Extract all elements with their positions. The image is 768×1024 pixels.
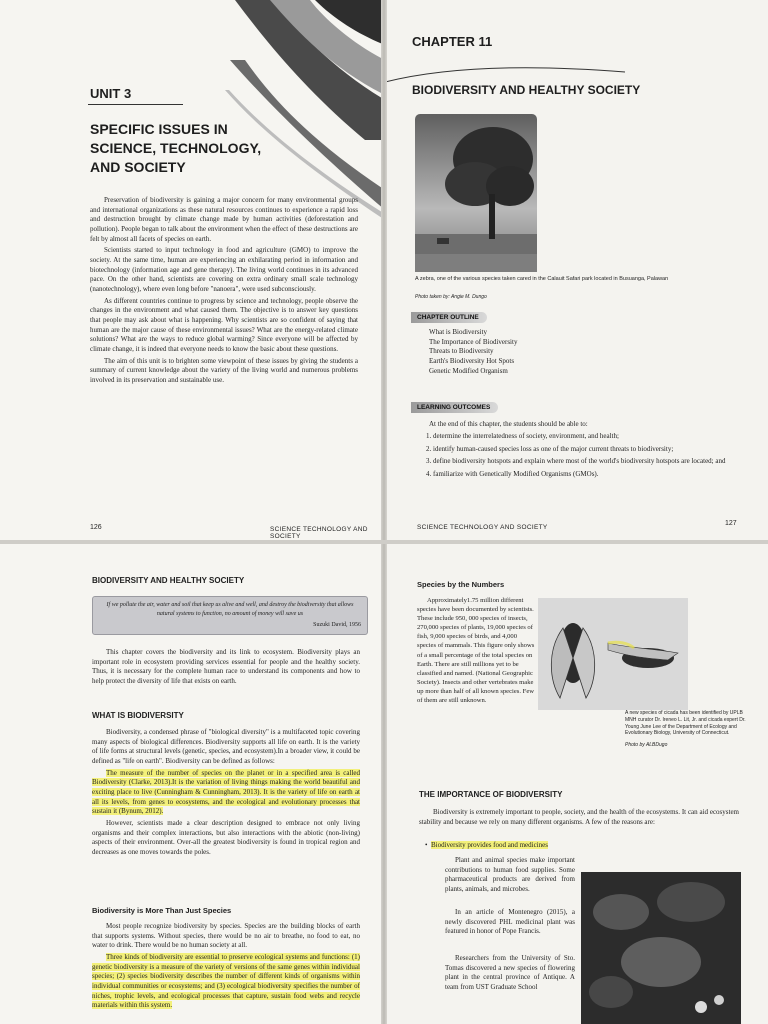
page-126 — [0, 0, 383, 540]
quote-text: If we pollute the air, water and soil that keep us alive and well, and destroy the biodiversity that allows natural systems to function, no amount of money will save us — [106, 602, 354, 617]
chapter-rule-curve — [385, 62, 768, 84]
list-item: 1. determine the interrelatedness of society, environment, and health; — [433, 432, 751, 442]
paragraph: As different countries continue to progress by science and technology, people observe the changes in the environment and what caused them. The objective is to answer key questions that people may ask about what is happening. Why scientists are so confident of saying that human are the major cause of these environmental issues? What are the energy-related climate solutions? What are the ways to reduce global warming? Since everyone will be affected by climate change, it is indeed that everyone needs to know the basic about these questions. — [90, 296, 358, 353]
bullet-text: Biodiversity provides food and medicines — [430, 841, 548, 849]
bullet-body: Researchers from the University of Sto. Tomas discovered a new species of flowering plant in the central province of Antique. A team from UST Graduate School — [445, 954, 575, 991]
paragraph: Most people recognize biodiversity by species. Species are the building blocks of earth that supports systems. Without species, there would be no air to breathe, no food to eat, no water to drink. There would be no human society at all. — [92, 922, 360, 950]
paragraph — [92, 769, 360, 817]
sidebar-text: Approximately1.75 million different species have been documented by scientists. These include 950, 000 species of insects, 270,000 species of plants, 19,000 species of fish, 9,000 species of birds, and 4,000 species of mammals. This figure only shows of a small percentage of the total species on Earth. There are still millions yet to be classified and named. (National Geographic Society). Insects and other vertebrates make up more than half of all known species. Few of them are still unknown. — [417, 597, 535, 705]
section-body — [92, 728, 360, 858]
subsection-body — [92, 922, 360, 1011]
list-item: What is Biodiversity — [429, 328, 487, 336]
sidebar-heading: Species by the Numbers — [417, 580, 505, 589]
cicada-credit: Photo by ALBDugo — [625, 742, 668, 748]
bullet-body — [445, 908, 575, 937]
page-right-bottom — [385, 544, 768, 1024]
learning-outcomes-label: LEARNING OUTCOMES — [411, 402, 498, 413]
unit-title: SPECIFIC ISSUES IN SCIENCE, TECHNOLOGY, AND SOCIETY — [90, 121, 262, 175]
photo-credit: Photo taken by: Angie M. Dungo — [415, 294, 487, 300]
list-item: The Importance of Biodiversity — [429, 337, 518, 346]
flowering-plant-photo — [581, 872, 741, 1024]
cicada-caption: A new species of cicada has been identified by UPLB MNH curator Dr. Ireneo L. Lit, Jr. and cicada expert Dr. Young June Lee of the Department of Ecology and Evolutionary Biology, University of Connecticut. — [625, 710, 746, 737]
list-item: 3. define biodiversity hotspots and explain where most of the world's biodiversity hotspots are located; and — [433, 457, 751, 467]
chapter-title: BIODIVERSITY AND HEALTHY SOCIETY — [412, 83, 641, 97]
page-127 — [385, 0, 768, 540]
photo-caption: A zebra, one of the various species taken cared in the Calauit Safari park located in Busuanga, Palawan — [415, 276, 669, 282]
highlighted-text: The measure of the number of species on the planet or in a specified area is called Biodiversity (Clarke, 2013).It is the variation of living things making the world beautiful and exciting place to live (Cunningham & Cunningham, 2013). It is the variety of life on earth at all its levels, from genes to ecosystems, and the ecological and evolutionary processes that sustain it (Bynum, 2012). — [92, 768, 360, 816]
book-gutter — [381, 0, 387, 1024]
paragraph-text: In an article of Montenegro (2015), a newly discovered PHL medicinal plant was featured in honor of Pope Francis. — [445, 908, 575, 936]
paragraph: Scientists started to input technology in food and agriculture (GMO) to improve the society. At the same time, human are experiencing an exhilarating period in information and biotechnology (information age and gene therapy). The living world continues in its advanced pace. On the other hand, scientists are covering on extra ordinary small scale technology (nanotechnology), where even long before "nanoera", were used subconsciously. — [90, 246, 358, 293]
section-heading: WHAT IS BIODIVERSITY — [92, 711, 184, 720]
chapter-label: CHAPTER 11 — [412, 34, 493, 49]
section-body: Biodiversity is extremely important to people, society, and the health of the ecosystems. It can aid ecosystem stability and because we rely on many different organisms. A few of the reasons are: — [419, 808, 739, 826]
paragraph: However, scientists made a clear description designed to embrace not only living organisms and their complex interactions, but also interactions with the abiotic (non-living) aspects of their environment. Over-all the greatest biodiversity is found in tropical region and decreases as one moves towards the poles. — [92, 818, 360, 856]
unit-rule — [88, 104, 183, 105]
running-footer: SCIENCE TECHNOLOGY AND SOCIETY — [417, 524, 548, 531]
quote-author: Suzuki David, 1956 — [313, 622, 361, 628]
paragraph — [92, 953, 360, 1011]
page-left-bottom — [0, 544, 383, 1024]
spread-separator — [0, 540, 768, 544]
highlighted-text: Three kinds of biodiversity are essential to preserve ecological systems and functions: (1) genetic biodiversity is a measure of the variety of versions of the same genes within individual species; (2) species biodiversity describes the number of different kinds of organisms within individual communities or ecosystems; and (3) ecological biodiversity specifies the number of niches, trophic levels, and ecological processes that capture, sustain food webs and recycle materials within this system. — [92, 952, 360, 1010]
chapter-outline-list — [429, 328, 629, 376]
outcomes-intro: At the end of this chapter, the students should be able to: — [429, 420, 588, 428]
list-item: Earth's Biodiversity Hot Spots — [429, 356, 515, 365]
paragraph: Preservation of biodiversity is gaining a major concern for many environmental groups and international organizations as these natural resources continues to experience a rapid loss and destruction brought by climate change made by human activities (deforestation and pollution). People began to talk about the environment when the effect of these destructions are felt by almost all facets of species on earth. — [90, 196, 358, 243]
bullet-item: • Biodiversity provides food and medicines — [425, 841, 548, 849]
running-footer: SCIENCE TECHNOLOGY AND SOCIETY — [270, 526, 368, 540]
bullet-body: Plant and animal species make important contributions to human food supplies. Some pharmaceutical products are derived from plants, animals, and microbes. — [445, 856, 575, 893]
zebra-tree-photo — [415, 114, 537, 272]
list-item — [429, 367, 629, 377]
chapter-intro: This chapter covers the biodiversity and its link to ecosystem. Biodiversity plays an important role in ecosystem providing services essential for people and the healthy society. Thus, it is necessary for the complete human race to understand its components and how to help protect the diversity of life that exists on earth. — [92, 648, 360, 685]
unit-label: UNIT 3 — [90, 86, 132, 101]
subsection-heading: Biodiversity is More Than Just Species — [92, 906, 232, 915]
page-number: 127 — [725, 520, 737, 527]
list-item — [433, 445, 751, 455]
paragraph: The aim of this unit is to brighten some viewpoint of these issues by giving the students a summary of current knowledge about the variety of the living world and numerous problems involved in its preservation and sustainable use. — [90, 356, 358, 384]
learning-outcomes-list — [421, 432, 751, 483]
paragraph: Biodiversity, a condensed phrase of "biological diversity" is a multifaceted topic covering many aspects of biological differences. Biodiversity supports all life on earth. It is the variety of life forms at structural levels (genetic, species, and ecosystem).In a broader view, it could be defined as "life on earth". Biodiversity can be defined as follows: — [92, 728, 360, 765]
unit-intro-text — [90, 196, 358, 385]
list-item-text: identify human-caused species loss as one of the major current threats to biodiversity; — [433, 444, 674, 453]
decorative-swoosh-graphic — [225, 0, 383, 220]
list-item: Threats to Biodiversity — [429, 347, 494, 356]
page-number: 126 — [90, 524, 102, 531]
cicada-photo — [538, 598, 688, 710]
list-item-text: Genetic Modified Organism — [429, 366, 508, 375]
list-item: 4. familiarize with Genetically Modified Organisms (GMOs). — [433, 470, 751, 480]
running-head: BIODIVERSITY AND HEALTHY SOCIETY — [92, 576, 245, 585]
section-heading: THE IMPORTANCE OF BIODIVERSITY — [419, 790, 563, 799]
chapter-outline-label: CHAPTER OUTLINE — [411, 312, 487, 323]
epigraph-quote — [92, 596, 368, 635]
